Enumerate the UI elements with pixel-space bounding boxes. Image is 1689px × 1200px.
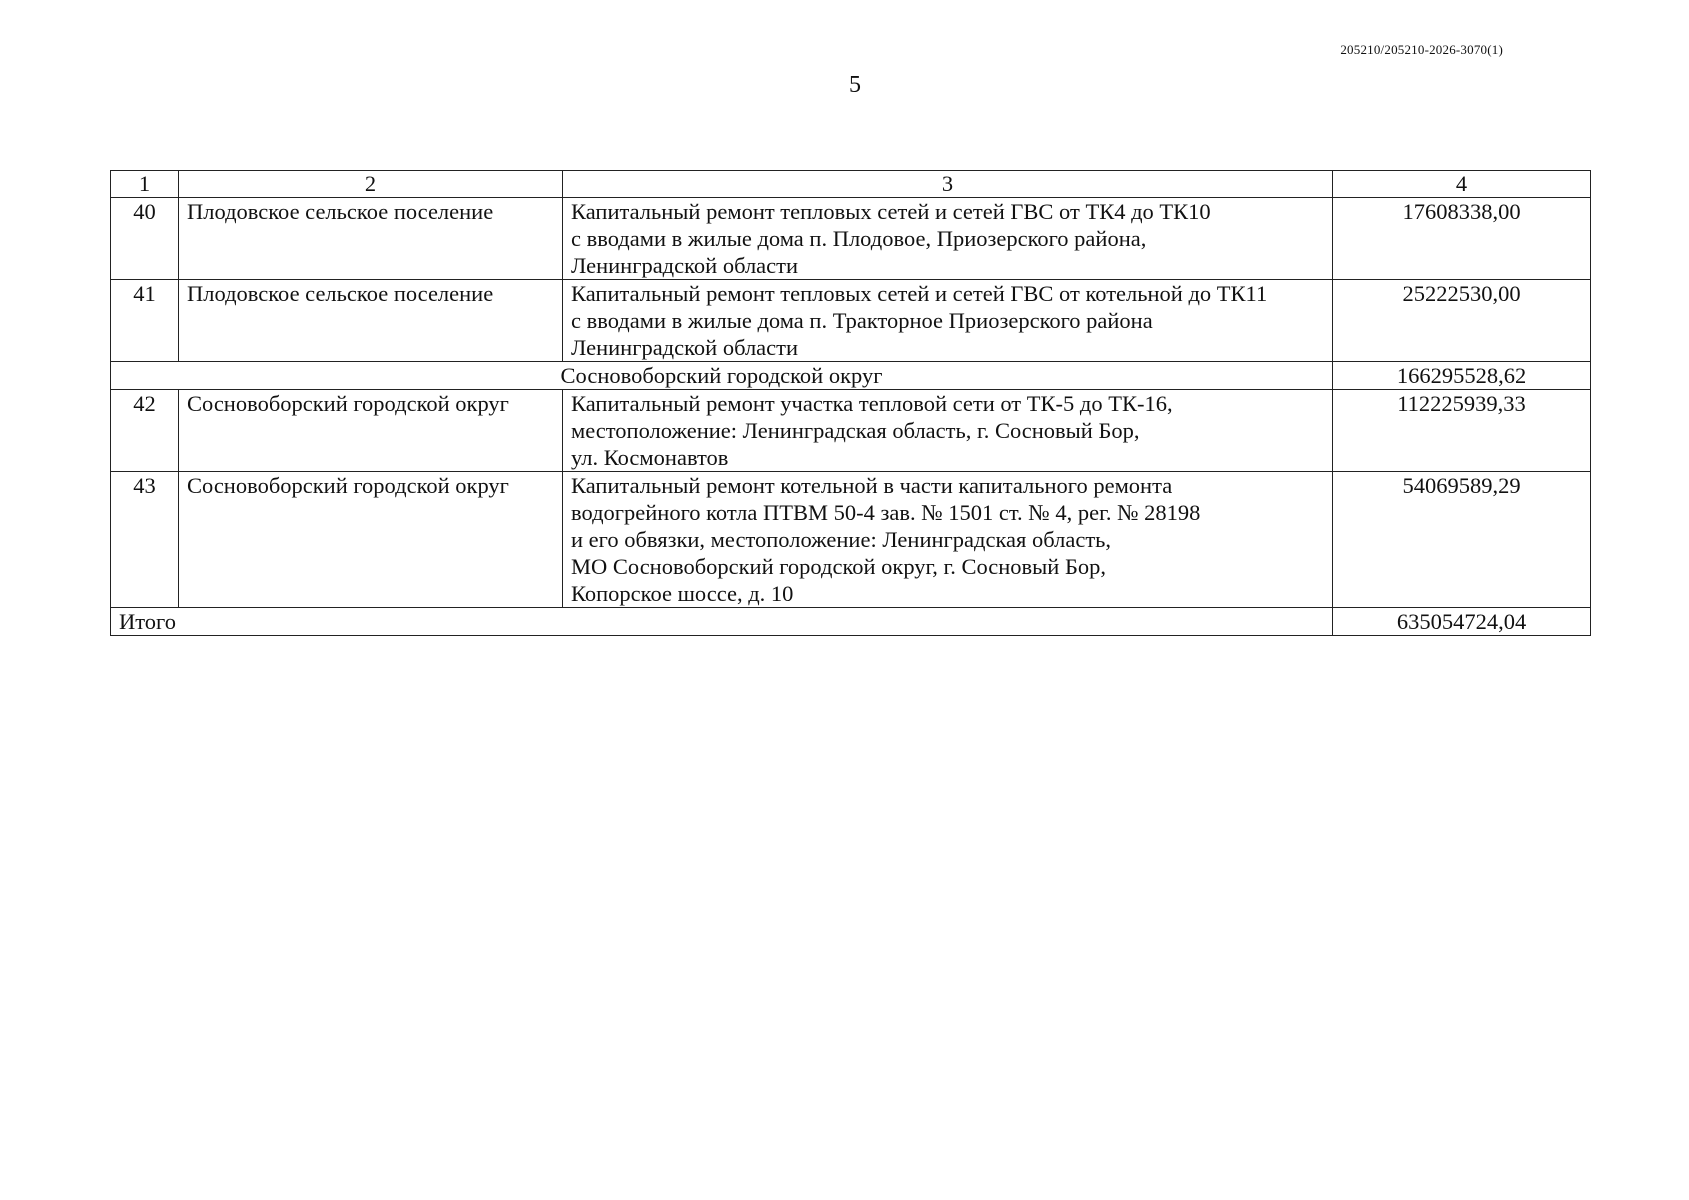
- work-description: [563, 280, 1333, 362]
- group-amount: 166295528,62: [1333, 362, 1591, 390]
- amount: 112225939,33: [1333, 390, 1591, 472]
- amount: 17608338,00: [1333, 198, 1591, 280]
- work-description: [563, 198, 1333, 280]
- row-number: 42: [111, 390, 179, 472]
- description-line: Копорское шоссе, д. 10: [571, 581, 794, 606]
- description-line: МО Сосновоборский городской округ, г. Сосновый Бор,: [571, 554, 1106, 579]
- municipality: Сосновоборский городской округ: [179, 390, 563, 472]
- amount: 54069589,29: [1333, 472, 1591, 608]
- group-row: [111, 362, 1591, 390]
- municipality: Сосновоборский городской округ: [179, 472, 563, 608]
- amount: 25222530,00: [1333, 280, 1591, 362]
- description-line: Капитальный ремонт участка тепловой сети от ТК-5 до ТК-16,: [571, 391, 1173, 416]
- municipality: Плодовское сельское поселение: [179, 280, 563, 362]
- page-number: 5: [849, 72, 861, 98]
- table-row: [111, 280, 1591, 362]
- row-number: 40: [111, 198, 179, 280]
- total-amount: 635054724,04: [1333, 608, 1591, 636]
- column-number: 3: [563, 171, 1333, 198]
- column-number: 1: [111, 171, 179, 198]
- description-line: местоположение: Ленинградская область, г. Сосновый Бор,: [571, 418, 1140, 443]
- table-row: [111, 390, 1591, 472]
- column-number: 2: [179, 171, 563, 198]
- group-name: Сосновоборский городской округ: [111, 362, 1333, 390]
- description-line: ул. Космонавтов: [571, 445, 729, 470]
- total-label: Итого: [111, 608, 1333, 636]
- description-line: с вводами в жилые дома п. Плодовое, Приозерского района,: [571, 226, 1147, 251]
- work-description: [563, 472, 1333, 608]
- column-number: 4: [1333, 171, 1591, 198]
- total-row: [111, 608, 1591, 636]
- column-number-row: [111, 171, 1591, 198]
- description-line: с вводами в жилые дома п. Тракторное Приозерского района: [571, 308, 1153, 333]
- document-id: 205210/205210-2026-3070(1): [1340, 42, 1503, 57]
- works-table: [110, 170, 1591, 636]
- municipality: Плодовское сельское поселение: [179, 198, 563, 280]
- table-row: [111, 198, 1591, 280]
- description-line: Капитальный ремонт тепловых сетей и сетей ГВС от котельной до ТК11: [571, 281, 1268, 306]
- table-row: [111, 472, 1591, 608]
- row-number: 43: [111, 472, 179, 608]
- description-line: и его обвязки, местоположение: Ленинградская область,: [571, 527, 1112, 552]
- description-line: Капитальный ремонт котельной в части капитального ремонта: [571, 473, 1173, 498]
- row-number: 41: [111, 280, 179, 362]
- work-description: [563, 390, 1333, 472]
- description-line: Ленинградской области: [571, 335, 799, 360]
- description-line: Ленинградской области: [571, 253, 799, 278]
- description-line: Капитальный ремонт тепловых сетей и сетей ГВС от ТК4 до ТК10: [571, 199, 1211, 224]
- description-line: водогрейного котла ПТВМ 50-4 зав. № 1501 ст. № 4, рег. № 28198: [571, 500, 1201, 525]
